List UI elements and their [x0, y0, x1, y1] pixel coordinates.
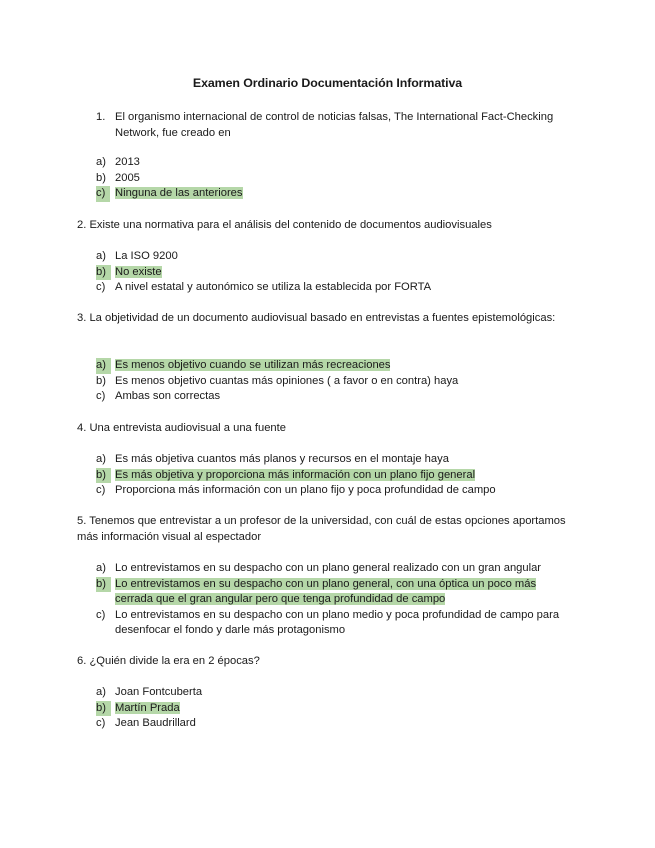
option-text: Martín Prada — [115, 701, 180, 714]
option-letter: b) — [96, 374, 106, 387]
option — [96, 280, 576, 296]
option — [96, 389, 576, 405]
option — [96, 716, 576, 732]
question-2-options — [96, 249, 576, 296]
question-3-text: 3. La objetividad de un documento audiovisual basado en entrevistas a fuentes epistemológicas: — [77, 312, 556, 324]
question-6-text: 6. ¿Quién divide la era en 2 épocas? — [77, 655, 260, 667]
option-correct — [96, 358, 576, 374]
option-letter: a) — [96, 156, 106, 168]
option-text: 2005 — [115, 171, 140, 184]
page-title: Examen Ordinario Documentación Informativa — [192, 76, 463, 90]
option-letter: b) — [96, 171, 106, 184]
option-text: Es menos objetivo cuando se utilizan más recreaciones — [115, 359, 391, 371]
question-6-options — [96, 685, 576, 732]
option-letter: b) — [96, 577, 111, 593]
option-text: Jean Baudrillard — [115, 717, 196, 729]
option-letter: b) — [96, 701, 111, 717]
question-4-text: 4. Una entrevista audiovisual a una fuente — [77, 422, 286, 434]
option-letter: a) — [96, 453, 106, 465]
option — [96, 608, 576, 639]
option — [96, 171, 576, 187]
option-text: Proporciona más información con un plano fijo y poca profundidad de campo — [115, 484, 496, 496]
option-letter: a) — [96, 562, 106, 574]
option-correct — [96, 468, 576, 484]
option-text: La ISO 9200 — [115, 250, 178, 262]
option — [96, 483, 576, 499]
option-letter: a) — [96, 358, 111, 374]
option-correct — [96, 265, 576, 281]
option-text: Ambas son correctas — [115, 390, 221, 402]
option — [96, 561, 576, 577]
option-text: Es más objetiva y proporciona más información con un plano fijo general — [115, 468, 476, 481]
option — [96, 685, 576, 701]
option-text: Es más objetiva cuantos más planos y recursos en el montaje haya — [115, 453, 449, 465]
option-letter: b) — [96, 468, 111, 484]
option-text: Lo entrevistamos en su despacho con un plano general, con una óptica un poco más cerrada que el gran angular pero que tenga profundidad de campo — [115, 577, 537, 605]
option-letter: c) — [96, 390, 106, 402]
option-letter: a) — [96, 250, 106, 262]
question-1-text: El organismo internacional de control de noticias falsas, The International Fact-Checking Network, fue creado en — [115, 111, 554, 139]
option-text: Joan Fontcuberta — [115, 686, 203, 698]
option-text: Lo entrevistamos en su despacho con un plano general realizado con un gran angular — [115, 562, 542, 574]
option-text: Ninguna de las anteriores — [115, 187, 243, 199]
option-letter: b) — [96, 265, 111, 281]
option — [96, 452, 576, 468]
option — [96, 249, 576, 265]
option-text: No existe — [115, 265, 162, 278]
option-letter: c) — [96, 484, 106, 496]
option-correct — [96, 701, 576, 717]
option-text: Es menos objetivo cuantas más opiniones ( a favor o en contra) haya — [115, 374, 459, 387]
option-text: 2013 — [115, 156, 140, 168]
question-2-text: 2. Existe una normativa para el análisis del contenido de documentos audiovisuales — [77, 219, 492, 231]
option-text: Lo entrevistamos en su despacho con un plano medio y poca profundidad de campo para desenfocar el fondo y darle más protagonismo — [115, 608, 560, 636]
option-correct — [96, 577, 576, 608]
option-text: A nivel estatal y autonómico se utiliza la establecida por FORTA — [115, 281, 432, 293]
option-letter: c) — [96, 717, 106, 729]
option-letter: c) — [96, 186, 110, 202]
question-4-options — [96, 452, 576, 499]
question-1-options — [96, 155, 576, 202]
option-letter: c) — [96, 281, 106, 293]
option — [96, 374, 576, 390]
option — [96, 155, 576, 171]
question-5-options — [96, 561, 576, 639]
option-letter: a) — [96, 686, 106, 698]
option-correct — [96, 186, 576, 202]
question-3-options — [96, 358, 576, 405]
option-letter: c) — [96, 608, 106, 621]
question-1-number: 1. — [96, 111, 106, 123]
question-5-text: 5. Tenemos que entrevistar a un profesor de la universidad, con cuál de estas opciones aportamos más información visual al espectador — [77, 515, 566, 543]
